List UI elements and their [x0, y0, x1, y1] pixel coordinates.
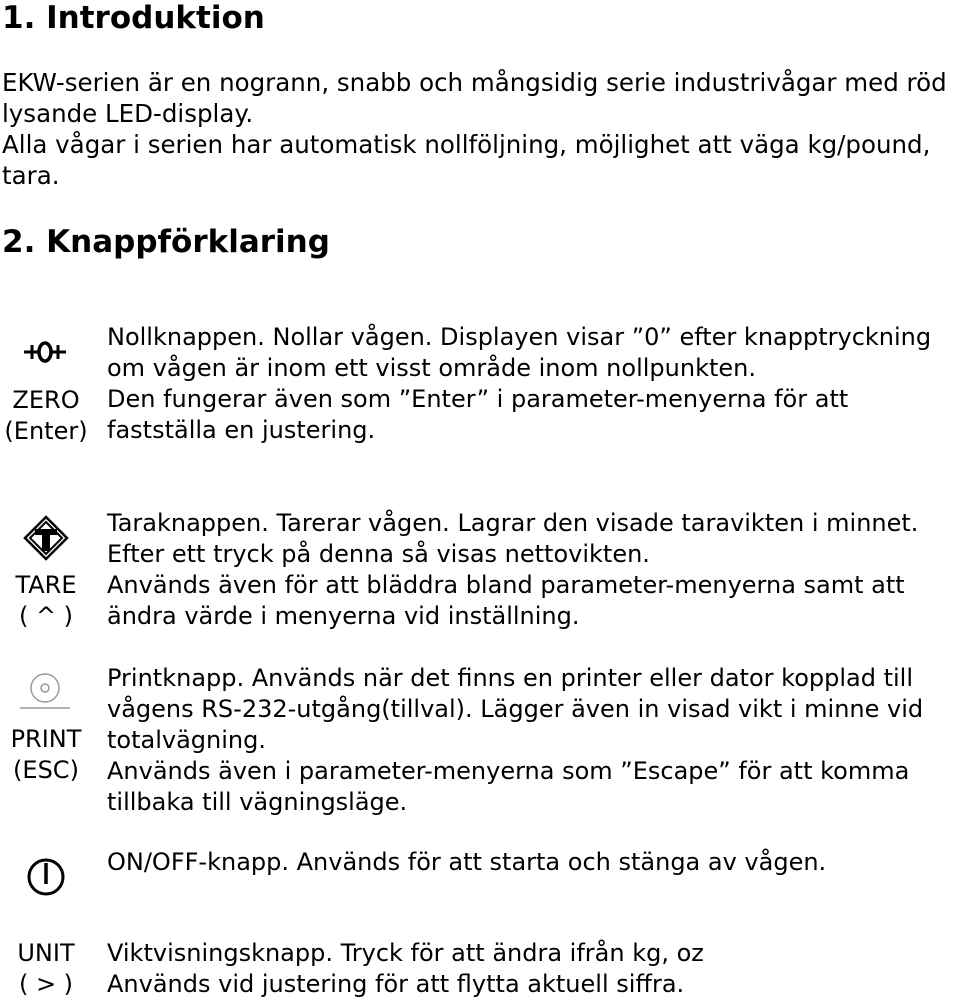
intro-paragraph: Alla vågar i serien har automatisk nollföljning, möjlighet att väga kg/pound, tara.: [2, 130, 931, 190]
unit-key-label: [0, 938, 92, 1000]
zero-key-label: [0, 385, 92, 447]
description-line: Nollknappen. Nollar vågen. Displayen visar ”0” efter knapptryckning om vågen är inom ett visst område inom nollpunkten.: [107, 323, 932, 382]
print-key-label: [0, 724, 92, 786]
tare-icon: [23, 515, 69, 561]
key-label-line: ( ^ ): [18, 602, 74, 630]
print-key-description: [107, 663, 959, 818]
zero-icon: [23, 340, 67, 364]
zero-key-description: [107, 322, 959, 446]
print-icon: [20, 670, 70, 712]
tare-key-description: [107, 508, 959, 632]
description-line: ON/OFF-knapp. Används för att starta och stänga av vågen.: [107, 848, 827, 876]
key-label-line: ( > ): [18, 970, 74, 998]
intro-paragraph: EKW-serien är en nogrann, snabb och mångsidig serie industrivågar med röd lysande LED-display.: [2, 68, 947, 128]
power-key-description: [107, 847, 959, 878]
key-label-line: (Enter): [4, 417, 88, 445]
key-label-line: TARE: [15, 571, 77, 599]
intro-text: [2, 67, 952, 191]
description-line: Den fungerar även som ”Enter” i parameter-menyerna för att fastställa en justering.: [107, 385, 849, 444]
key-label-line: PRINT: [10, 725, 82, 753]
description-line: Används vid justering för att flytta aktuell siffra.: [107, 970, 685, 998]
unit-key-description: [107, 938, 959, 1000]
power-icon: [26, 857, 66, 897]
key-label-line: (ESC): [13, 756, 79, 784]
tare-key-label: [0, 570, 92, 632]
key-label-line: UNIT: [17, 939, 75, 967]
key-label-line: ZERO: [12, 386, 80, 414]
intro-heading: 1. Introduktion: [2, 0, 265, 36]
keys-heading: 2. Knappförklaring: [2, 224, 330, 260]
description-line: Taraknappen. Tarerar vågen. Lagrar den visade taravikten i minnet. Efter ett tryck på denna så visas nettovikten.: [107, 509, 919, 568]
description-line: Används även i parameter-menyerna som ”Escape” för att komma tillbaka till vägningsläge.: [107, 757, 910, 816]
description-line: Printknapp. Används när det finns en printer eller dator kopplad till vågens RS-232-utgång(tillval). Lägger även in visad vikt i minne vid totalvägning.: [107, 664, 924, 754]
description-line: Viktvisningsknapp. Tryck för att ändra ifrån kg, oz: [107, 939, 704, 967]
description-line: Används även för att bläddra bland parameter-menyerna samt att ändra värde i menyerna vid inställning.: [107, 571, 905, 630]
